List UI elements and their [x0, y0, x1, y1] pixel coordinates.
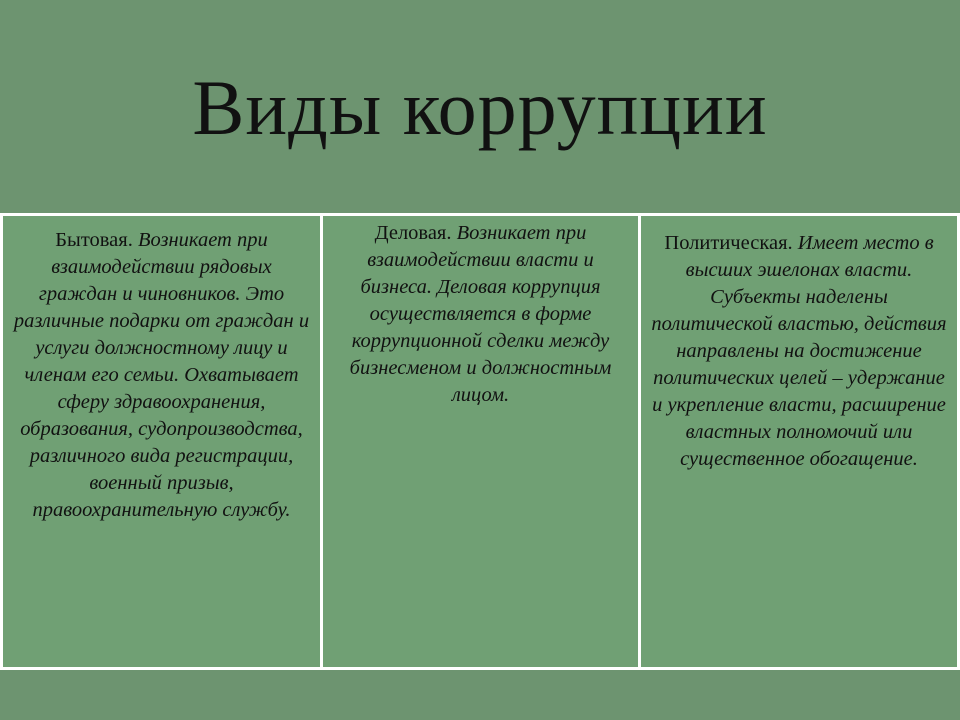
bottom-band	[0, 670, 960, 720]
slide-title: Виды коррупции	[192, 64, 768, 151]
column-term: Политическая.	[664, 232, 798, 254]
column-term: Бытовая.	[55, 229, 138, 251]
column-political-corruption	[641, 216, 957, 667]
corruption-types-table	[0, 213, 960, 670]
column-term: Деловая.	[374, 222, 457, 244]
column-household-corruption	[3, 216, 320, 667]
column-description: Возникает при взаимодействии рядовых граждан и чиновников. Это различные подарки от граждан и услуги должностному лицу и членам его семьи. Охватывает сферу здравоохранения, образования, судопроизводства, различного вида регистрации, военный призыв, правоохранительную службу.	[13, 229, 310, 521]
column-description: Имеет место в высших эшелонах власти. Субъекты наделены политической властью, действия направлены на достижение политических целей – удержание и укрепление власти, расширение властных полномочий или существенное обогащение.	[651, 232, 947, 470]
column-business-corruption	[323, 216, 638, 667]
column-description: Возникает при взаимодействии власти и бизнеса. Деловая коррупция осуществляется в форме коррупционной сделки между бизнесменом и должностным лицом.	[349, 222, 612, 406]
